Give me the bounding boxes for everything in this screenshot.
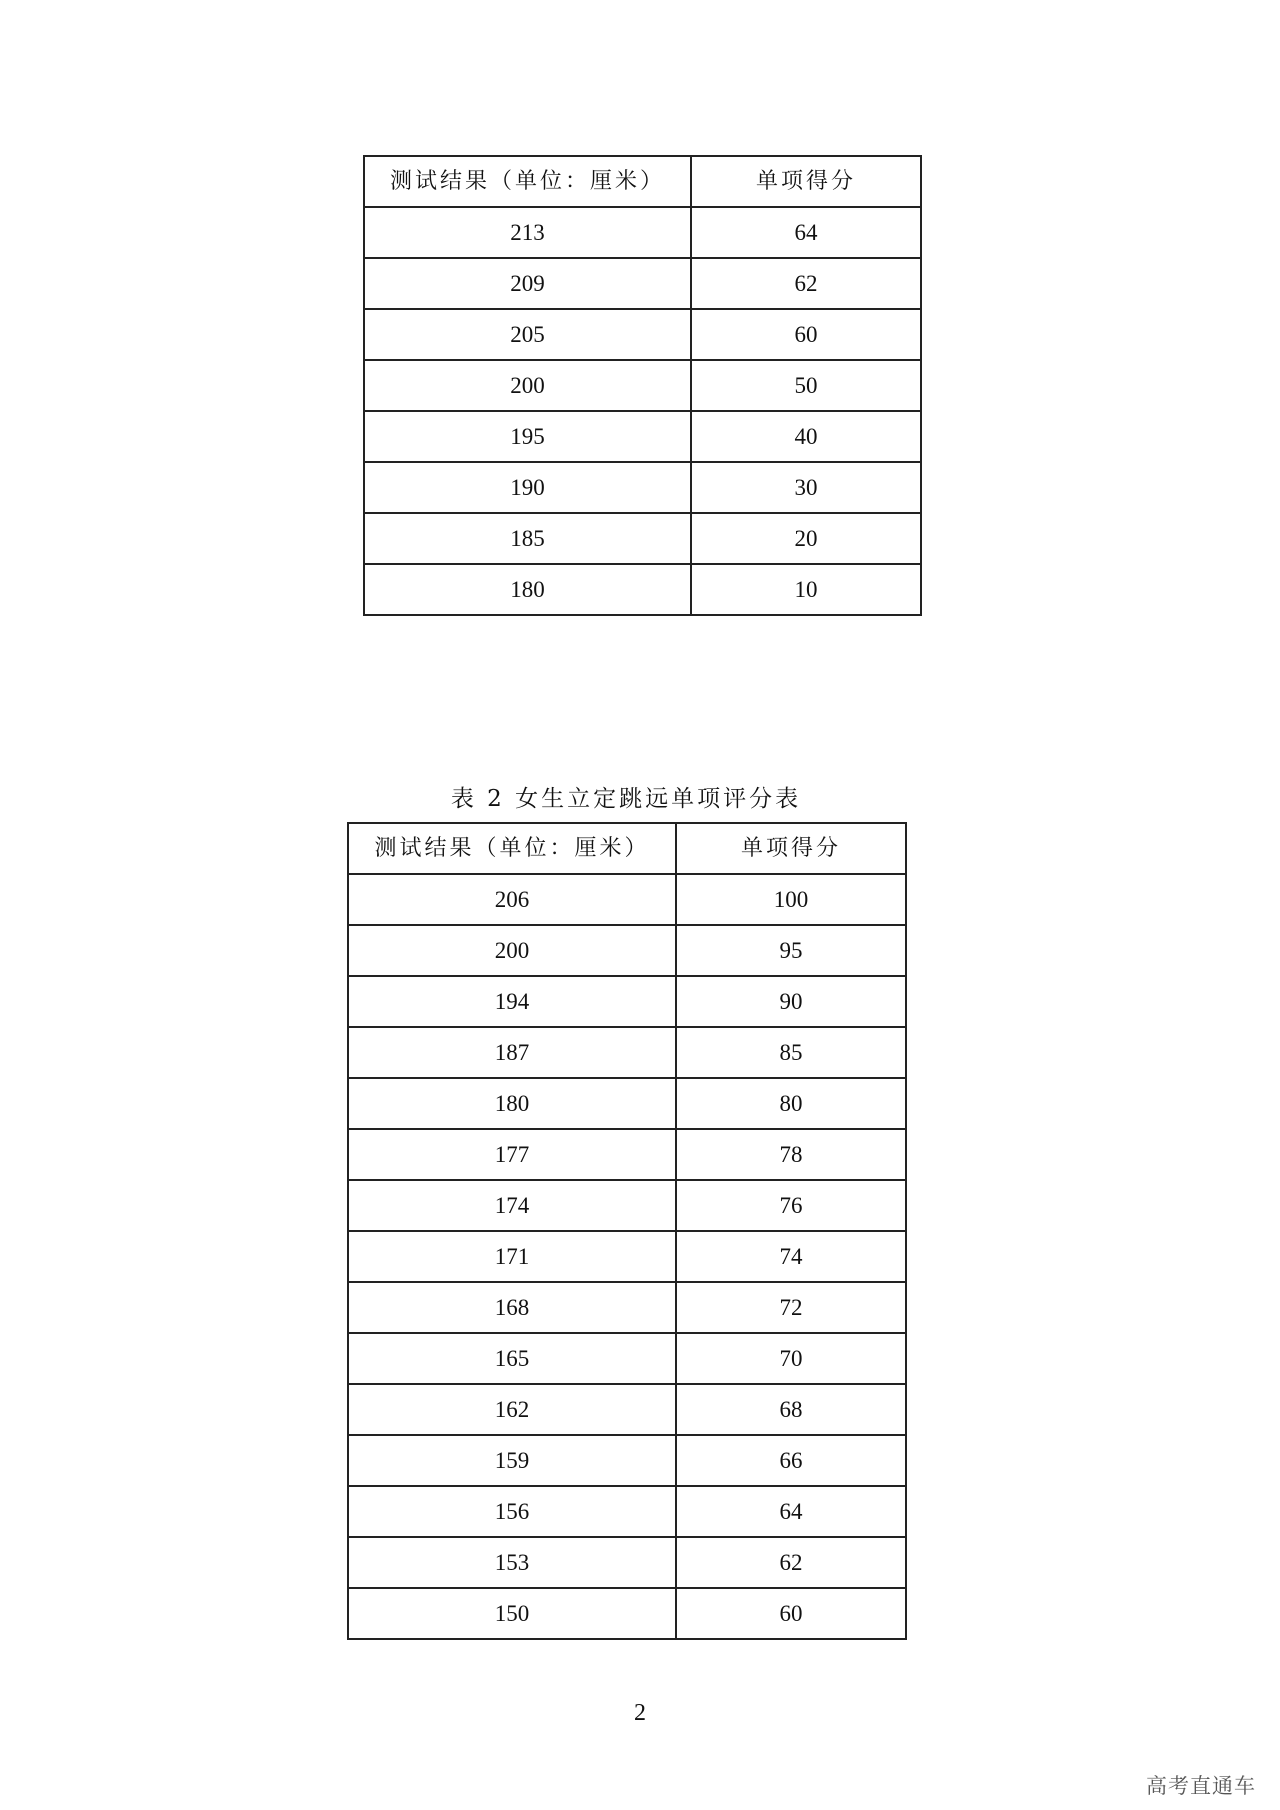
score-table-1-body — [364, 156, 921, 615]
table-row — [348, 1537, 906, 1588]
cell-score: 85 — [676, 1027, 906, 1078]
cell-test-result: 200 — [348, 925, 676, 976]
cell-score: 60 — [691, 309, 921, 360]
table-row — [364, 513, 921, 564]
table-row — [348, 1027, 906, 1078]
table-row — [348, 1129, 906, 1180]
cell-test-result: 213 — [364, 207, 691, 258]
header-test-result: 测试结果（单位：厘米） — [348, 823, 676, 874]
table-row — [348, 1282, 906, 1333]
table-row — [348, 1486, 906, 1537]
cell-test-result: 180 — [348, 1078, 676, 1129]
table-row — [348, 925, 906, 976]
table-2-caption: 表 2 女生立定跳远单项评分表 — [450, 786, 802, 812]
table-row — [364, 462, 921, 513]
score-table-2 — [347, 822, 907, 1640]
table-row — [364, 360, 921, 411]
cell-test-result: 194 — [348, 976, 676, 1027]
cell-test-result: 190 — [364, 462, 691, 513]
cell-test-result: 171 — [348, 1231, 676, 1282]
cell-test-result: 162 — [348, 1384, 676, 1435]
table-row — [364, 411, 921, 462]
header-single-score: 单项得分 — [676, 823, 906, 874]
table-row — [348, 976, 906, 1027]
table-row — [348, 1588, 906, 1639]
cell-score: 64 — [676, 1486, 906, 1537]
table-row — [348, 1231, 906, 1282]
cell-score: 68 — [676, 1384, 906, 1435]
cell-score: 62 — [676, 1537, 906, 1588]
cell-score: 70 — [676, 1333, 906, 1384]
table-row — [348, 1333, 906, 1384]
cell-score: 62 — [691, 258, 921, 309]
score-table-1 — [363, 155, 922, 616]
table-row — [364, 309, 921, 360]
cell-test-result: 200 — [364, 360, 691, 411]
cell-test-result: 180 — [364, 564, 691, 615]
cell-score: 64 — [691, 207, 921, 258]
cell-test-result: 174 — [348, 1180, 676, 1231]
cell-test-result: 177 — [348, 1129, 676, 1180]
cell-score: 30 — [691, 462, 921, 513]
cell-score: 66 — [676, 1435, 906, 1486]
cell-score: 74 — [676, 1231, 906, 1282]
table-row — [348, 1180, 906, 1231]
table-row — [348, 1384, 906, 1435]
watermark-label: 高考直通车 — [1146, 1774, 1256, 1798]
cell-score: 10 — [691, 564, 921, 615]
cell-test-result: 209 — [364, 258, 691, 309]
table-row — [348, 1435, 906, 1486]
cell-test-result: 168 — [348, 1282, 676, 1333]
cell-test-result: 150 — [348, 1588, 676, 1639]
cell-score: 20 — [691, 513, 921, 564]
table-row — [364, 207, 921, 258]
cell-score: 50 — [691, 360, 921, 411]
cell-test-result: 195 — [364, 411, 691, 462]
header-single-score: 单项得分 — [691, 156, 921, 207]
cell-test-result: 153 — [348, 1537, 676, 1588]
page-number: 2 — [634, 1700, 646, 1726]
cell-score: 80 — [676, 1078, 906, 1129]
cell-test-result: 206 — [348, 874, 676, 925]
cell-test-result: 205 — [364, 309, 691, 360]
table-header-row — [364, 156, 921, 207]
cell-score: 76 — [676, 1180, 906, 1231]
table-header-row — [348, 823, 906, 874]
table-row — [364, 564, 921, 615]
table-row — [364, 258, 921, 309]
cell-test-result: 187 — [348, 1027, 676, 1078]
table-row — [348, 1078, 906, 1129]
cell-score: 60 — [676, 1588, 906, 1639]
score-table-2-body — [348, 823, 906, 1639]
cell-score: 78 — [676, 1129, 906, 1180]
cell-test-result: 165 — [348, 1333, 676, 1384]
table-row — [348, 874, 906, 925]
header-test-result: 测试结果（单位：厘米） — [364, 156, 691, 207]
cell-score: 72 — [676, 1282, 906, 1333]
cell-test-result: 159 — [348, 1435, 676, 1486]
cell-test-result: 156 — [348, 1486, 676, 1537]
cell-test-result: 185 — [364, 513, 691, 564]
cell-score: 95 — [676, 925, 906, 976]
cell-score: 40 — [691, 411, 921, 462]
cell-score: 100 — [676, 874, 906, 925]
cell-score: 90 — [676, 976, 906, 1027]
